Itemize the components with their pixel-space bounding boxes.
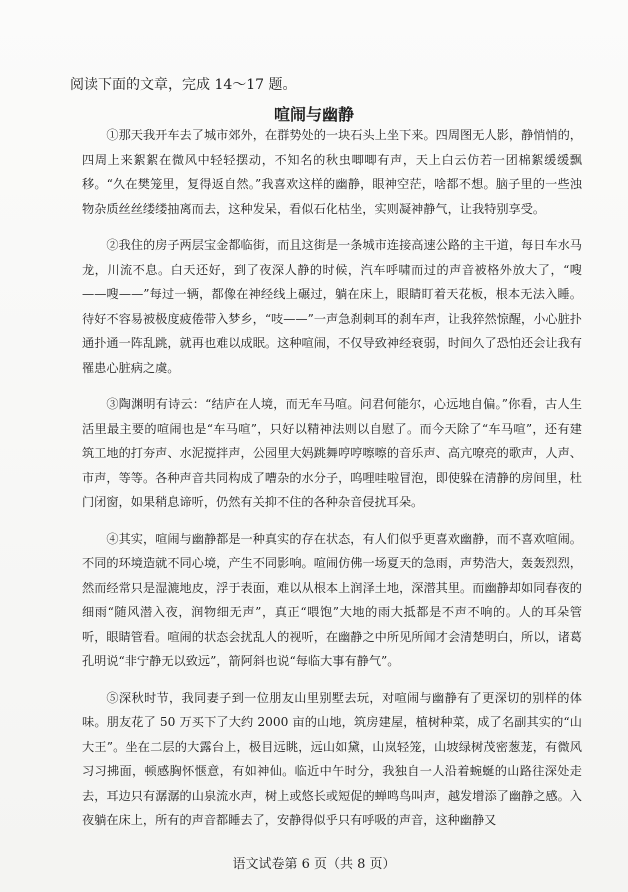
article-body <box>82 123 582 845</box>
page-footer: 语文试卷第 6 页（共 8 页） <box>232 857 396 872</box>
paragraph-3: ③陶渊明有诗云：“结庐在人境，而无车马喧。问君何能尔，心远地自偏。”你看，古人生活里最主要的喧闹也是“车马喧”，只好以精神法则以自慰了。而今天除了“车马喧”，还有建筑工地的打夯声、水泥搅拌声，公园里大妈跳舞哼哼嚓嚓的音乐声、高亢嘹亮的歌声，人声、市声，等等。各种声音共同构成了嘈杂的水分子，呜哩哇啦冒泡，即使躲在清静的房间里，杜门闭窗，如果稍息谛听，仍然有关抑不住的各种杂音侵扰耳朵。 <box>82 397 582 509</box>
paragraph-5: ⑤深秋时节，我同妻子到一位朋友山里别墅去玩，对喧闹与幽静有了更深切的别样的体味。朋友花了 50 万买下了大约 2000 亩的山地，筑房建屋，植树种菜，成了名副其实的“山大王”。坐在二层的大露台上，极目远眺，远山如黛，山岚轻笼，山坡绿树茂密葱茏，有微风习习拂面，顿感胸怀惬意，有如神仙。临近中午时分，我独自一人沿着蜿蜒的山路往深处走去，耳边只有潺潺的山泉流水声，树上或悠长或短促的蝉鸣鸟叫声，越发增添了幽静之感。入夜躺在床上，所有的声音都睡去了，安静得似乎只有呼吸的声音，这种幽静又 <box>82 690 582 827</box>
paragraph-1: ①那天我开车去了城市郊外，在群势处的一块石头上坐下来。四周图无人影，静悄悄的，四周上来絮絮在微风中轻轻摆动，不知名的秋虫唧唧有声，天上白云仿若一团棉絮缓缓飘移。“久在樊笼里，复得返自然。”我喜欢这样的幽静，眼神空茫，啥都不想。脑子里的一些浊物杂质丝丝缕缕抽离而去，这种发呆，看似石化枯坐，实则凝神静气，让我特别享受。 <box>82 128 582 216</box>
paragraph-4: ④其实，喧闹与幽静都是一种真实的存在状态，有人们似乎更喜欢幽静，而不喜欢喧闹。不同的环境造就不同心境，产生不同影响。喧闹仿佛一场夏天的急雨，声势浩大，轰轰烈烈，然而经常只是湿漉地皮，浮于表面，难以从根本上润泽土地，深潜其里。而幽静却如同春夜的细雨“随风潜入夜，润物细无声”，真正“喂饱”大地的雨大抵都是不声不响的。人的耳朵管听，眼睛管看。喧闹的状态会扰乱人的视听，在幽静之中所见所闻才会清楚明白，所以，诸葛孔明说“非宁静无以致远”，箭阿斜也说“每临大事有静气”。 <box>82 531 582 668</box>
reading-instruction: 阅读下面的文章，完成 14～17 题。 <box>70 77 297 93</box>
article-title: 喧闹与幽静 <box>273 105 354 124</box>
paragraph-2: ②我住的房子两层宝金都临街，而且这街是一条城市连接高速公路的主干道，每日车水马龙，川流不息。白天还好，到了夜深人静的时候，汽车呼啸而过的声音被格外放大了，“嗖——嗖——”每过一辆，都像在神经线上碾过，躺在床上，眼睛盯着天花板，根本无法入睡。待好不容易被极度疲倦带入梦乡，“吱——”一声急刹刺耳的刹车声，让我猝然惊醒，小心脏扑通扑通一阵乱跳，就再也难以成眠。这种喧闹，不仅导致神经衰弱，时间久了恐怕还会让我有罹患心脏病之虞。 <box>82 238 582 375</box>
